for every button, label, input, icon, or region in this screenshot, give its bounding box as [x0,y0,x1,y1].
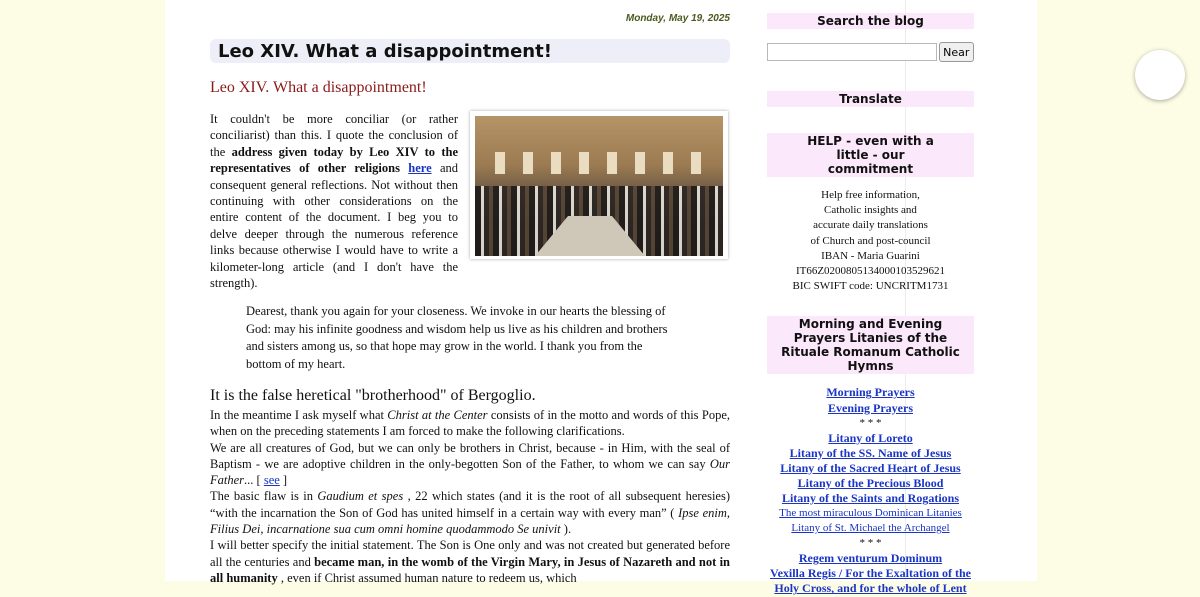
help-text: Help free information, Catholic insights and accurate daily translations of Church and post-council IBAN - Maria Guarini IT66Z0200805134000103529621 BIC SWIFT code: UNCRITM1731 [792,189,949,293]
paragraph-4: I will better specify the initial statement. The Son is One only and was not created but generated before all the centuries and became man, in the womb of the Virgin Mary, in Jesus of Nazareth and not in all humanity , even if Christ assumed human nature to redeem us, which [210,538,731,585]
separator-stars: * * * [859,416,882,429]
sidebar [767,0,974,596]
search-button[interactable]: Near [939,42,974,62]
prayer-links [767,385,974,596]
translate-widget-title: Translate [767,91,974,107]
link-evening-prayers[interactable]: Evening Prayers [828,400,913,415]
link-litany-saints[interactable]: Litany of the Saints and Rogations [781,490,960,505]
intro-bold-text: address given today by Leo XIV to the representatives of other religions [210,144,458,176]
blog-page [165,0,1037,596]
post-title[interactable]: Leo XIV. What a disappointment! [218,40,552,62]
post-column [210,0,731,585]
help-widget-title: HELP - even with a little - our commitment [767,133,974,177]
link-dominican-litanies[interactable]: The most miraculous Dominican Litanies [779,507,962,520]
paragraph-2: We are all creatures of God, but we can only be brothers in Christ, because - in Him, with the seal of Baptism - we are adoptive children in the only-begotten Son of the Father, to whom we can say Our Father... [ see ] [210,440,730,488]
post-subtitle: Leo XIV. What a disappointment! [210,79,427,96]
separator-stars: * * * [859,537,882,550]
search-input[interactable] [767,43,937,61]
paragraph-1: In the meantime I ask myself what Christ at the Center consists of in the motto and words of this Pope, when on the preceding statements I am forced to make the following clarifications. [210,408,730,439]
link-vexilla-regis[interactable]: Vexilla Regis / For the Exaltation of the Holy Cross, and for the whole of Lent [770,566,971,596]
paragraph-3: The basic flaw is in Gaudium et spes , 22 which states (and it is the root of all subsequent heresies) “with the incarnation the Son of God has united himself in a certain way with every man” ( Ipse enim, Filius Dei, incarnatione sua cum omni homine quodammodo Se univit ). [210,489,730,537]
intro-text-1: It couldn't be more conciliar (or rather conciliarist) than this. I quote the conclusion of the [210,112,458,159]
audience-hall-photo[interactable] [475,116,723,256]
link-regem-venturum[interactable]: Regem venturum Dominum [798,551,943,566]
body-paragraphs [210,407,730,586]
link-litany-sacred-heart[interactable]: Litany of the Sacred Heart of Jesus [780,460,961,475]
section-heading: It is the false heretical "brotherhood" of Bergoglio. [210,387,536,404]
search-widget-title: Search the blog [767,13,974,29]
floating-action-button[interactable] [1135,50,1185,100]
link-litany-st-michael[interactable]: Litany of St. Michael the Archangel [791,522,950,535]
intro-block [210,111,730,289]
link-litany-name-jesus[interactable]: Litany of the SS. Name of Jesus [789,445,952,460]
link-litany-loreto[interactable]: Litany of Loreto [828,430,913,445]
intro-text-2: and consequent general reflections. Not without then continuing with other considerations on the entire content of the document. I beg you to delve deeper through the numerous reference links because otherwise I would have to write a kilometer-long article (and I don't have the strength). [210,161,458,291]
intro-paragraph [210,111,458,291]
post-photo-frame[interactable] [470,111,728,259]
intro-here-link[interactable]: here [408,161,432,176]
blockquote: Dearest, thank you again for your closeness. We invoke in our hearts the blessing of God: may his infinite goodness and wisdom help us live as his children and brothers and sisters among us, so that hope may grow in the world. I thank you from the bottom of my heart. [246,304,668,371]
link-morning-prayers[interactable]: Morning Prayers [826,385,915,400]
see-link[interactable]: see [263,473,280,488]
link-litany-precious-blood[interactable]: Litany of the Precious Blood [797,475,944,490]
post-title-box [210,39,730,63]
search-row [767,42,974,62]
prayers-widget-title: Morning and Evening Prayers Litanies of the Rituale Romanum Catholic Hymns [767,316,974,374]
post-date: Monday, May 19, 2025 [625,13,730,24]
